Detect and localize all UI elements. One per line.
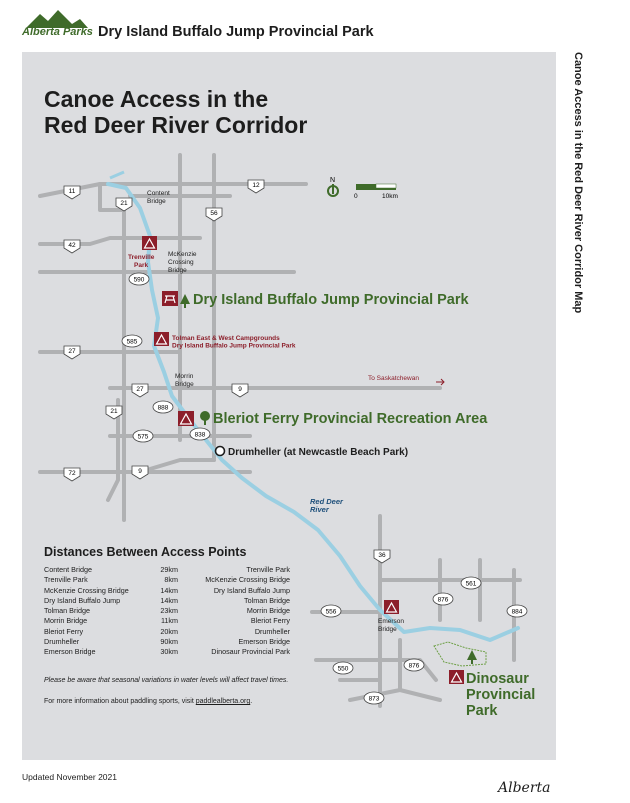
more-info — [44, 698, 252, 705]
drumheller-label: Drumheller (at Newcastle Beach Park) — [228, 447, 409, 458]
highway-shield-575 — [133, 430, 153, 442]
svg-text:12: 12 — [252, 182, 260, 189]
trenville-park-label: Trenville Park — [128, 254, 155, 269]
map-title — [44, 86, 307, 138]
highway-shield-12 — [248, 180, 264, 193]
table-row — [44, 575, 290, 585]
updated-date: Updated November 2021 — [22, 772, 117, 782]
water-level-note: Please be aware that seasonal variations in water levels will affect travel times. — [44, 677, 289, 684]
map-title-line1: Canoe Access in the — [44, 86, 269, 112]
highway-shield-585 — [122, 335, 142, 347]
distance-km: 29km — [160, 565, 178, 574]
table-row — [44, 647, 290, 657]
svg-text:876: 876 — [437, 596, 449, 604]
campground-icon-tolman — [154, 332, 169, 346]
svg-text:575: 575 — [137, 433, 149, 441]
distance-to: Emerson Bridge — [238, 637, 290, 647]
scale-start: 0 — [354, 193, 358, 200]
table-row — [44, 627, 290, 637]
logo-text: Alberta Parks — [22, 26, 93, 38]
svg-text:590: 590 — [133, 276, 145, 284]
distance-km: 90km — [160, 637, 178, 647]
bleriot-label: Bleriot Ferry Provincial Recreation Area — [213, 411, 488, 427]
table-row — [44, 565, 290, 575]
svg-text:27: 27 — [136, 386, 144, 393]
table-row — [44, 637, 290, 647]
highway-shield-888 — [153, 401, 173, 413]
side-title-text: Canoe Access in the Red Deer River Corridor Map — [572, 52, 584, 314]
alberta-logo: Alberta — [498, 780, 551, 796]
svg-text:585: 585 — [126, 338, 138, 346]
highway-shield-876-south — [404, 659, 424, 671]
highway-shield-56 — [206, 208, 222, 221]
svg-text:21: 21 — [110, 408, 118, 415]
distance-to: Dinosaur Provincial Park — [211, 647, 290, 657]
svg-text:36: 36 — [378, 552, 386, 559]
scale-bar-icon — [356, 184, 396, 190]
campground-icon-dinosaur — [449, 670, 464, 684]
distance-from: Drumheller — [44, 637, 80, 647]
highway-shield-838 — [190, 428, 210, 440]
svg-text:72: 72 — [68, 470, 76, 477]
picnic-icon-dry-island — [162, 291, 178, 306]
svg-text:9: 9 — [138, 468, 142, 475]
svg-text:561: 561 — [465, 580, 477, 588]
distances-table — [44, 545, 290, 658]
tree-icon-bleriot — [200, 411, 210, 425]
more-info-suffix: . — [250, 698, 253, 705]
svg-text:550: 550 — [337, 665, 349, 673]
svg-text:21: 21 — [120, 200, 128, 207]
distance-to: Drumheller — [254, 626, 290, 636]
svg-text:9: 9 — [238, 386, 242, 393]
distance-to: Trenville Park — [246, 565, 290, 574]
distances-heading: Distances Between Access Points — [44, 545, 247, 559]
highway-shield-873 — [364, 692, 384, 704]
scale-end: 10km — [382, 193, 398, 200]
north-label: N — [330, 177, 336, 184]
campground-icon-emerson — [384, 600, 399, 614]
distance-km: 14km — [160, 585, 178, 595]
dry-island-label: Dry Island Buffalo Jump Provincial Park — [193, 292, 469, 308]
dinosaur-label: Dinosaur Provincial Park — [466, 671, 536, 719]
svg-text:838: 838 — [194, 431, 206, 439]
svg-text:27: 27 — [68, 348, 76, 355]
mckenzie-crossing-label: McKenzie Crossing Bridge — [168, 251, 197, 274]
highway-shield-556 — [321, 605, 341, 617]
table-row — [44, 616, 290, 626]
highway-shield-9-east — [232, 384, 248, 397]
campground-icon-bleriot — [178, 411, 194, 426]
distance-km: 23km — [160, 606, 178, 616]
river-label: Red Deer River — [310, 497, 343, 514]
content-bridge-label: Content Bridge — [147, 190, 170, 205]
distances-rows — [44, 565, 290, 658]
highway-shield-11 — [64, 186, 80, 199]
distance-to: McKenzie Crossing Bridge — [205, 575, 290, 585]
svg-text:888: 888 — [157, 404, 169, 412]
distance-km: 20km — [160, 626, 178, 636]
distance-to: Bleriot Ferry — [250, 616, 290, 626]
more-info-prefix: For more information about paddling sports, visit — [44, 698, 196, 705]
tolman-label: Tolman East & West Campgrounds Dry Island Buffalo Jump Provincial Park — [172, 335, 296, 350]
svg-text:884: 884 — [511, 608, 523, 616]
highway-shield-27-left — [64, 346, 80, 359]
to-saskatchewan-label: To Saskatchewan — [368, 375, 419, 382]
highway-shield-876-north — [433, 593, 453, 605]
distance-km: 30km — [160, 647, 178, 657]
table-row — [44, 596, 290, 606]
distance-km: 14km — [160, 595, 178, 605]
distance-to: Morrin Bridge — [246, 606, 290, 616]
highway-shield-36 — [374, 550, 390, 563]
svg-text:56: 56 — [210, 210, 218, 217]
svg-text:42: 42 — [68, 242, 76, 249]
emerson-bridge-label: Emerson Bridge — [378, 618, 405, 633]
campground-icon-trenville — [142, 236, 157, 250]
dinosaur-park-boundary-icon — [434, 642, 486, 666]
river-tributary — [110, 172, 124, 178]
highway-shield-72 — [64, 468, 80, 481]
distance-from: Tolman Bridge — [44, 606, 90, 616]
highway-shield-590 — [129, 273, 149, 285]
distance-from: Morrin Bridge — [44, 616, 88, 626]
highway-shield-9-west — [132, 466, 148, 479]
svg-text:876: 876 — [408, 662, 420, 670]
north-arrow-icon — [328, 184, 338, 196]
highway-shield-550 — [333, 662, 353, 674]
svg-text:556: 556 — [325, 608, 337, 616]
distance-from: Trenville Park — [44, 575, 88, 585]
park-title: Dry Island Buffalo Jump Provincial Park — [98, 24, 374, 40]
svg-text:873: 873 — [368, 695, 380, 703]
table-row — [44, 586, 290, 596]
distance-to: Dry Island Buffalo Jump — [213, 585, 290, 595]
access-point-icon-drumheller — [216, 447, 225, 456]
highway-shield-27-mid — [132, 384, 148, 397]
paddle-alberta-link[interactable]: paddlealberta.org — [195, 698, 251, 705]
to-saskatchewan-arrow-icon — [436, 379, 444, 385]
distance-from: Dry Island Buffalo Jump — [44, 595, 121, 605]
distance-from: Content Bridge — [44, 565, 92, 574]
svg-text:11: 11 — [68, 188, 76, 195]
highway-shield-42 — [64, 240, 80, 253]
table-row — [44, 606, 290, 616]
morrin-bridge-label: Morrin Bridge — [175, 373, 194, 388]
highway-shield-884 — [507, 605, 527, 617]
tree-icon-dinosaur — [467, 650, 477, 664]
highway-shield-561 — [461, 577, 481, 589]
map-title-line2: Red Deer River Corridor — [44, 112, 308, 138]
distance-from: Bleriot Ferry — [44, 626, 84, 636]
distance-to: Tolman Bridge — [244, 595, 290, 605]
distance-from: McKenzie Crossing Bridge — [44, 585, 129, 595]
distance-km: 11km — [160, 616, 178, 626]
distance-km: 8km — [164, 575, 178, 585]
distance-from: Emerson Bridge — [44, 647, 96, 657]
